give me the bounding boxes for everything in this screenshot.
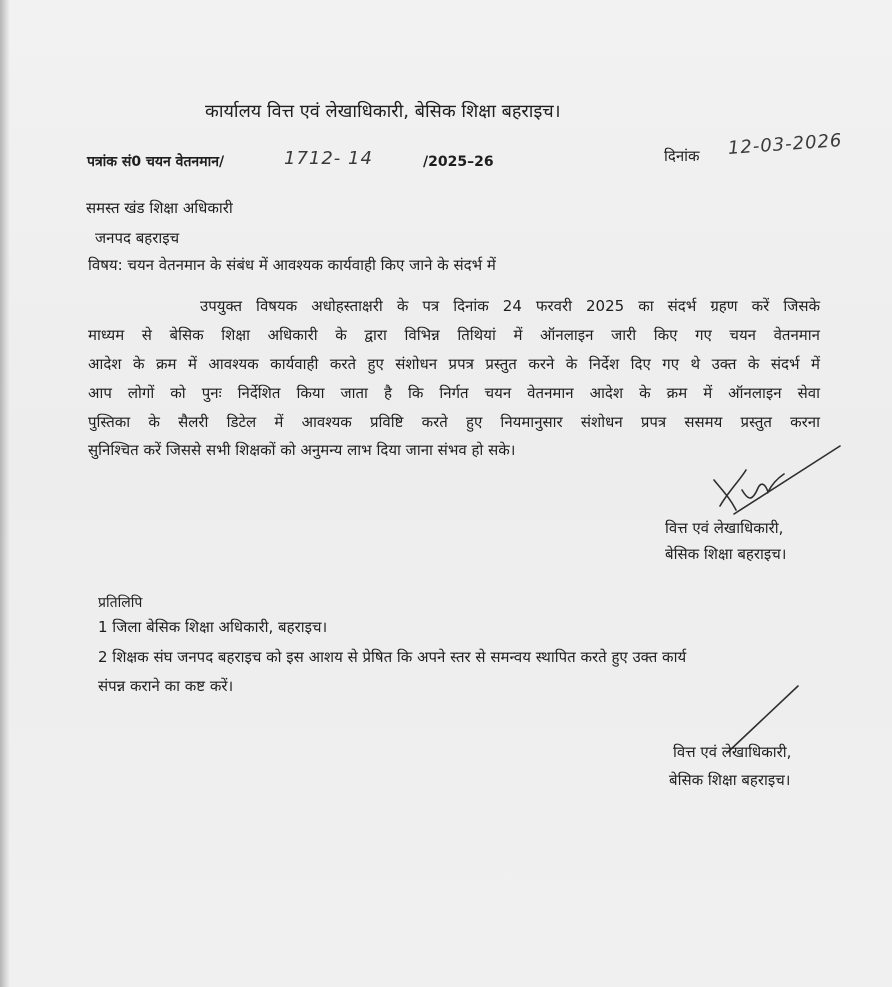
office-title: कार्यालय वित्त एवं लेखाधिकारी, बेसिक शिक्षा बहराइच। — [205, 101, 561, 122]
date-value-handwritten: 12-03-2026 — [727, 130, 844, 159]
signatory-2-title: वित्त एवं लेखाधिकारी, — [673, 743, 792, 761]
patrank-number-handwritten: 1712- 14 — [284, 148, 373, 169]
body-line-1: उपयुक्त विषयक अधोहस्ताक्षरी के पत्र दिनांक 24 फरवरी 2025 का संदर्भ ग्रहण करें जिसके — [200, 297, 820, 315]
signatory-1-title: वित्त एवं लेखाधिकारी, — [665, 519, 784, 537]
date-label: दिनांक — [664, 147, 700, 165]
signature-scribble-1 — [700, 440, 860, 530]
body-line-2: माध्यम से बेसिक शिक्षा अधिकारी के द्वारा विभिन्न तिथियां में ऑनलाइन जारी किए गए चयन वेतनमान — [88, 326, 820, 344]
copy-label: प्रतिलिपि — [98, 595, 143, 611]
body-line-4: आप लोगों को पुनः निर्देशित किया जाता है कि निर्गत चयन वेतनमान आदेश के क्रम में ऑनलाइन सेवा — [88, 384, 820, 402]
body-line-5: पुस्तिका के सैलरी डिटेल में आवश्यक प्रविष्टि करते हुए नियमानुसार संशोधन प्रपत्र ससमय प्रस्तुत करना — [88, 413, 820, 431]
patrank-label: पत्रांक सं0 चयन वेतनमान/ — [87, 154, 225, 170]
patrank-year: /2025–26 — [423, 154, 494, 170]
body-line-3: आदेश के क्रम में आवश्यक कार्यवाही करते हुए संशोधन प्रपत्र प्रस्तुत करने के निर्देश दिए गए थे उक्त के संदर्भ में — [88, 355, 820, 373]
copy-item-2-line-1: 2 शिक्षक संघ जनपद बहराइच को इस आशय से प्रेषित कि अपने स्तर से समन्वय स्थापित करते हुए उक्त कार्य — [98, 648, 687, 666]
signatory-2-office: बेसिक शिक्षा बहराइच। — [669, 771, 791, 789]
copy-item-2-line-2: संपन्न कराने का कष्ट करें। — [98, 677, 234, 695]
subject-line: विषय: चयन वेतनमान के संबंध में आवश्यक कार्यवाही किए जाने के संदर्भ में — [88, 256, 496, 274]
paper-edge-shadow — [0, 0, 10, 987]
body-line-6: सुनिश्चित करें जिससे सभी शिक्षकों को अनुमन्य लाभ दिया जाना संभव हो सके। — [88, 441, 516, 459]
copy-item-1: 1 जिला बेसिक शिक्षा अधिकारी, बहराइच। — [98, 618, 328, 636]
addressee-line-1: समस्त खंड शिक्षा अधिकारी — [86, 199, 233, 217]
signatory-1-office: बेसिक शिक्षा बहराइच। — [665, 545, 787, 563]
addressee-line-2: जनपद बहराइच — [95, 229, 180, 247]
